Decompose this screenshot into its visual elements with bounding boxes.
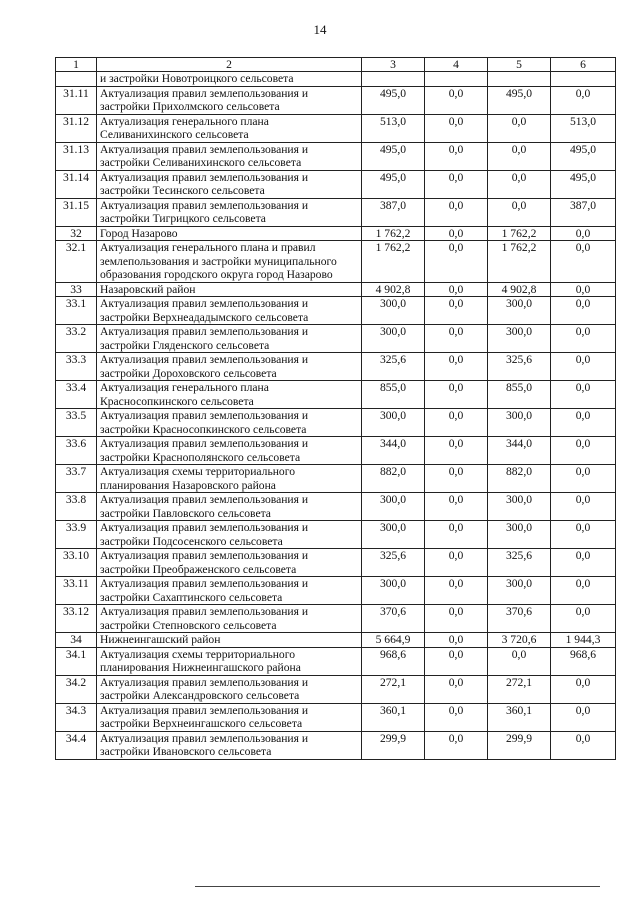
row-col5-cell: 300,0 [488,325,551,353]
row-col3-cell: 968,6 [362,647,425,675]
row-col6-cell [551,72,616,87]
header-col-1: 1 [56,58,97,72]
row-number-cell: 32 [56,226,97,241]
row-description-cell: Актуализация схемы территориального планирования Нижнеингашского района [97,647,362,675]
row-col5-cell [488,72,551,87]
row-number-cell: 34.2 [56,675,97,703]
row-description-cell: Актуализация правил землепользования и застройки Ивановского сельсовета [97,731,362,759]
table-row [56,465,616,493]
row-col5-cell: 3 720,6 [488,633,551,648]
row-col4-cell: 0,0 [425,226,488,241]
table-row [56,731,616,759]
row-number-cell: 34.3 [56,703,97,731]
row-number-cell: 31.14 [56,170,97,198]
row-col3-cell: 300,0 [362,577,425,605]
row-col6-cell: 495,0 [551,170,616,198]
row-col4-cell: 0,0 [425,633,488,648]
row-description-cell: Актуализация правил землепользования и застройки Краснополянского сельсовета [97,437,362,465]
row-number-cell: 33.2 [56,325,97,353]
row-col5-cell: 370,6 [488,605,551,633]
row-col5-cell: 1 762,2 [488,226,551,241]
row-col5-cell: 344,0 [488,437,551,465]
table-row [56,703,616,731]
row-col3-cell: 370,6 [362,605,425,633]
footer-rule [195,886,600,887]
row-description-cell: Актуализация правил землепользования и застройки Тесинского сельсовета [97,170,362,198]
row-col6-cell: 0,0 [551,226,616,241]
row-description-cell: Актуализация правил землепользования и застройки Селиванихинского сельсовета [97,142,362,170]
row-col3-cell: 300,0 [362,409,425,437]
row-col4-cell: 0,0 [425,465,488,493]
row-col6-cell: 0,0 [551,703,616,731]
row-col3-cell: 855,0 [362,381,425,409]
row-col5-cell: 299,9 [488,731,551,759]
row-col4-cell: 0,0 [425,86,488,114]
header-col-3: 3 [362,58,425,72]
row-number-cell: 31.15 [56,198,97,226]
row-description-cell: Актуализация правил землепользования и застройки Прихолмского сельсовета [97,86,362,114]
row-description-cell: Актуализация схемы территориального планирования Назаровского района [97,465,362,493]
row-description-cell: Нижнеингашский район [97,633,362,648]
row-description-cell: и застройки Новотроицкого сельсовета [97,72,362,87]
row-col4-cell: 0,0 [425,409,488,437]
row-number-cell: 33 [56,282,97,297]
row-col5-cell: 1 762,2 [488,241,551,283]
row-number-cell [56,72,97,87]
page-number: 14 [313,22,327,37]
row-col3-cell: 360,1 [362,703,425,731]
row-col3-cell: 4 902,8 [362,282,425,297]
table-row [56,170,616,198]
row-description-cell: Актуализация правил землепользования и застройки Подсосенского сельсовета [97,521,362,549]
row-col3-cell: 1 762,2 [362,241,425,283]
row-description-cell: Актуализация правил землепользования и застройки Красносопкинского сельсовета [97,409,362,437]
row-description-cell: Актуализация правил землепользования и застройки Павловского сельсовета [97,493,362,521]
row-col4-cell: 0,0 [425,521,488,549]
row-number-cell: 31.11 [56,86,97,114]
table-row [56,353,616,381]
row-col6-cell: 0,0 [551,409,616,437]
row-col6-cell: 0,0 [551,86,616,114]
row-col6-cell: 0,0 [551,675,616,703]
row-col3-cell: 300,0 [362,521,425,549]
row-col3-cell: 882,0 [362,465,425,493]
row-col6-cell: 0,0 [551,549,616,577]
row-col6-cell: 0,0 [551,297,616,325]
row-description-cell: Актуализация генерального плана Красносопкинского сельсовета [97,381,362,409]
row-col5-cell: 0,0 [488,114,551,142]
row-col5-cell: 325,6 [488,353,551,381]
row-col4-cell: 0,0 [425,142,488,170]
row-col3-cell: 300,0 [362,325,425,353]
row-col4-cell [425,72,488,87]
row-number-cell: 33.12 [56,605,97,633]
row-description-cell: Актуализация правил землепользования и застройки Сахаптинского сельсовета [97,577,362,605]
row-col4-cell: 0,0 [425,605,488,633]
table-row [56,381,616,409]
row-col6-cell: 0,0 [551,605,616,633]
row-col4-cell: 0,0 [425,493,488,521]
row-number-cell: 33.9 [56,521,97,549]
row-col5-cell: 0,0 [488,142,551,170]
row-col6-cell: 0,0 [551,353,616,381]
table-body [56,72,616,760]
row-number-cell: 34 [56,633,97,648]
row-col4-cell: 0,0 [425,325,488,353]
table-row [56,142,616,170]
row-col4-cell: 0,0 [425,297,488,325]
table-row [56,577,616,605]
row-col3-cell: 300,0 [362,493,425,521]
table-row [56,647,616,675]
row-col4-cell: 0,0 [425,731,488,759]
row-col5-cell: 300,0 [488,409,551,437]
row-col3-cell: 1 762,2 [362,226,425,241]
row-description-cell: Актуализация правил землепользования и застройки Верхнеададымского сельсовета [97,297,362,325]
row-col5-cell: 882,0 [488,465,551,493]
row-col6-cell: 0,0 [551,521,616,549]
row-col3-cell: 387,0 [362,198,425,226]
row-number-cell: 33.8 [56,493,97,521]
header-col-2: 2 [97,58,362,72]
row-number-cell: 33.4 [56,381,97,409]
row-description-cell: Актуализация правил землепользования и застройки Преображенского сельсовета [97,549,362,577]
row-col6-cell: 387,0 [551,198,616,226]
row-col5-cell: 0,0 [488,198,551,226]
row-col5-cell: 495,0 [488,86,551,114]
row-col4-cell: 0,0 [425,170,488,198]
row-number-cell: 33.5 [56,409,97,437]
row-description-cell: Актуализация правил землепользования и застройки Тигрицкого сельсовета [97,198,362,226]
row-description-cell: Актуализация генерального плана Селиванихинского сельсовета [97,114,362,142]
row-col5-cell: 0,0 [488,170,551,198]
row-col4-cell: 0,0 [425,198,488,226]
row-number-cell: 33.7 [56,465,97,493]
table-row [56,297,616,325]
row-number-cell: 31.12 [56,114,97,142]
row-col5-cell: 4 902,8 [488,282,551,297]
table-row [56,72,616,87]
row-col6-cell: 0,0 [551,381,616,409]
row-description-cell: Назаровский район [97,282,362,297]
row-col3-cell: 325,6 [362,549,425,577]
row-col4-cell: 0,0 [425,114,488,142]
row-description-cell: Актуализация правил землепользования и застройки Александровского сельсовета [97,675,362,703]
row-col5-cell: 360,1 [488,703,551,731]
row-number-cell: 33.6 [56,437,97,465]
row-number-cell: 32.1 [56,241,97,283]
table-row [56,325,616,353]
row-col6-cell: 513,0 [551,114,616,142]
header-row [56,58,616,72]
table-row [56,493,616,521]
row-col6-cell: 0,0 [551,731,616,759]
row-col6-cell: 0,0 [551,493,616,521]
row-description-cell: Город Назарово [97,226,362,241]
table-row [56,633,616,648]
row-col4-cell: 0,0 [425,703,488,731]
row-col4-cell: 0,0 [425,241,488,283]
row-col6-cell: 0,0 [551,437,616,465]
row-col4-cell: 0,0 [425,577,488,605]
row-col6-cell: 968,6 [551,647,616,675]
row-col3-cell: 325,6 [362,353,425,381]
row-col6-cell: 0,0 [551,325,616,353]
row-col3-cell: 495,0 [362,170,425,198]
row-col4-cell: 0,0 [425,549,488,577]
row-col6-cell: 495,0 [551,142,616,170]
row-col4-cell: 0,0 [425,437,488,465]
row-col4-cell: 0,0 [425,353,488,381]
row-number-cell: 33.1 [56,297,97,325]
row-description-cell: Актуализация правил землепользования и застройки Верхнеингашского сельсовета [97,703,362,731]
table-row [56,549,616,577]
row-col5-cell: 300,0 [488,493,551,521]
table-row [56,114,616,142]
header-col-5: 5 [488,58,551,72]
row-col5-cell: 325,6 [488,549,551,577]
table-row [56,437,616,465]
row-number-cell: 34.1 [56,647,97,675]
row-col3-cell: 299,9 [362,731,425,759]
row-number-cell: 33.3 [56,353,97,381]
row-col5-cell: 300,0 [488,521,551,549]
row-col6-cell: 0,0 [551,577,616,605]
row-col6-cell: 0,0 [551,282,616,297]
row-col4-cell: 0,0 [425,282,488,297]
row-description-cell: Актуализация правил землепользования и застройки Дороховского сельсовета [97,353,362,381]
row-col3-cell: 344,0 [362,437,425,465]
table-row [56,241,616,283]
row-number-cell: 34.4 [56,731,97,759]
table-row [56,409,616,437]
row-col3-cell: 5 664,9 [362,633,425,648]
row-description-cell: Актуализация правил землепользования и застройки Степновского сельсовета [97,605,362,633]
table-row [56,521,616,549]
row-col5-cell: 855,0 [488,381,551,409]
row-col5-cell: 300,0 [488,297,551,325]
row-description-cell: Актуализация генерального плана и правил землепользования и застройки муниципального образования городского округа город Назарово [97,241,362,283]
row-col3-cell: 272,1 [362,675,425,703]
row-number-cell: 33.11 [56,577,97,605]
row-number-cell: 31.13 [56,142,97,170]
row-col6-cell: 1 944,3 [551,633,616,648]
table-row [56,226,616,241]
row-col6-cell: 0,0 [551,465,616,493]
row-col3-cell: 495,0 [362,86,425,114]
row-col5-cell: 272,1 [488,675,551,703]
header-col-6: 6 [551,58,616,72]
row-col3-cell: 495,0 [362,142,425,170]
row-col4-cell: 0,0 [425,381,488,409]
header-col-4: 4 [425,58,488,72]
row-description-cell: Актуализация правил землепользования и застройки Гляденского сельсовета [97,325,362,353]
table-row [56,198,616,226]
row-col6-cell: 0,0 [551,241,616,283]
row-col4-cell: 0,0 [425,647,488,675]
row-col3-cell [362,72,425,87]
row-col5-cell: 300,0 [488,577,551,605]
row-number-cell: 33.10 [56,549,97,577]
row-col3-cell: 300,0 [362,297,425,325]
table-row [56,605,616,633]
table-row [56,86,616,114]
row-col5-cell: 0,0 [488,647,551,675]
row-col4-cell: 0,0 [425,675,488,703]
table-row [56,282,616,297]
table-row [56,675,616,703]
budget-table [55,57,616,760]
row-col3-cell: 513,0 [362,114,425,142]
